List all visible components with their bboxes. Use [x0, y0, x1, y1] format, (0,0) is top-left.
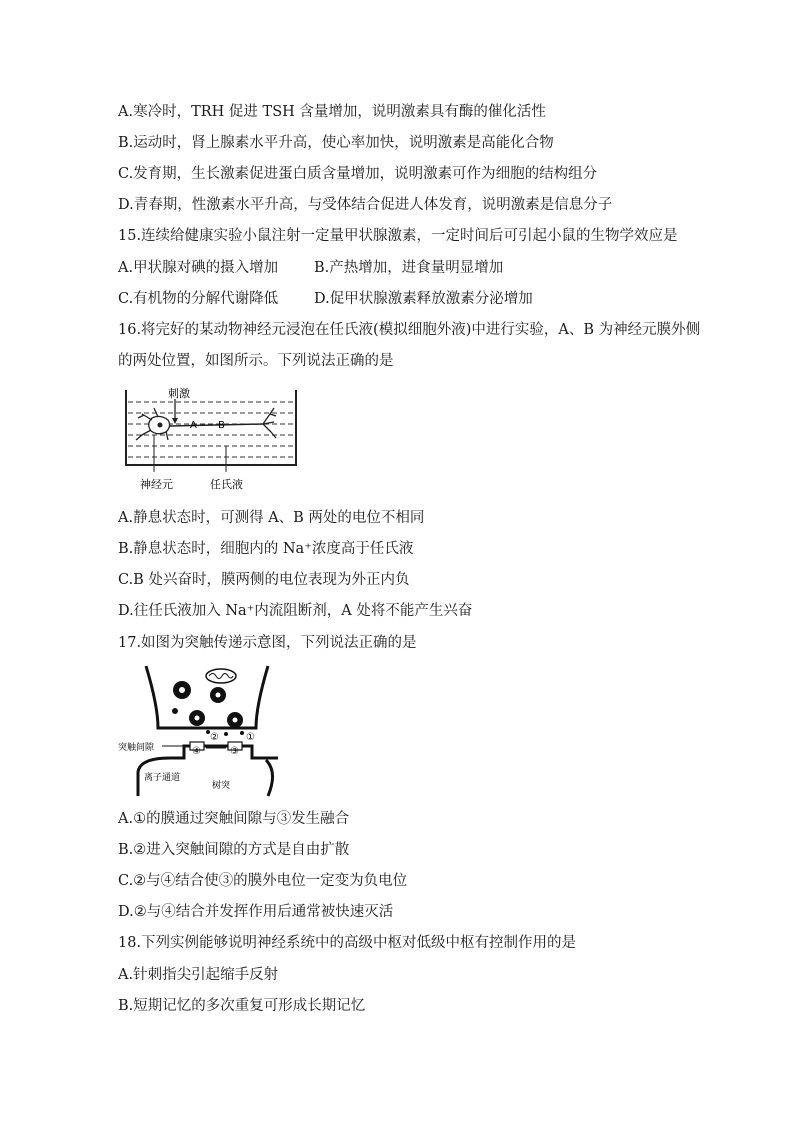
q15-option-b: B.产热增加，进食量明显增加: [314, 260, 504, 276]
marker-4: ④: [192, 746, 201, 757]
q16-stem-line2: 的两处位置，如图所示。下列说法正确的是: [118, 353, 394, 369]
point-b-label: B: [218, 420, 225, 431]
point-a-label: A: [190, 420, 197, 431]
postsynaptic-membrane: [138, 746, 278, 796]
q17-option-d: D.②与④结合并发挥作用后通常被快速灭活: [118, 904, 394, 920]
synaptic-vesicles: [172, 681, 243, 728]
q17-stem: 17.如图为突触传递示意图，下列说法正确的是: [118, 635, 417, 651]
mitochondrion: [206, 669, 236, 683]
stimulus-label: 刺激: [168, 387, 190, 400]
dendrite-label: 树突: [212, 781, 231, 791]
q17-option-a: A.①的膜通过突触间隙与③发生融合: [118, 811, 350, 827]
q15-option-a: A.甲状腺对碘的摄入增加: [118, 260, 279, 276]
q15-option-d: D.促甲状腺激素释放激素分泌增加: [314, 291, 533, 307]
q14-option-d: D.青春期，性激素水平升高，与受体结合促进人体发育，说明激素是信息分子: [118, 197, 613, 213]
q17-option-b: B.②进入突触间隙的方式是自由扩散: [118, 842, 350, 858]
q15-option-c: C.有机物的分解代谢降低: [118, 291, 279, 307]
cleft-label: 突触间隙: [118, 743, 155, 753]
q18-option-a: A.针刺指尖引起缩手反射: [118, 967, 279, 983]
neuron-figure: [118, 380, 303, 496]
q16-stem-line1: 16.将完好的某动物神经元浸泡在任氏液(模拟细胞外液)中进行实验，A、B 为神经元膜外侧: [118, 322, 701, 338]
q16-option-b: B.静息状态时，细胞内的 Na⁺浓度高于任氏液: [118, 541, 414, 557]
ion-channel-label: 离子通道: [144, 773, 181, 783]
marker-2: ②: [210, 732, 219, 743]
q14-option-a: A.寒冷时，TRH 促进 TSH 含量增加，说明激素具有酶的催化活性: [118, 104, 546, 120]
solution-label: 任氏液: [210, 478, 243, 491]
q17-option-c: C.②与④结合使③的膜外电位一定变为负电位: [118, 873, 408, 889]
neuron-label: 神经元: [140, 478, 173, 491]
q15-stem: 15.连续给健康实验小鼠注射一定量甲状腺激素，一定时间后可引起小鼠的生物学效应是: [118, 228, 678, 244]
q18-stem: 18.下列实例能够说明神经系统中的高级中枢对低级中枢有控制作用的是: [118, 935, 577, 951]
q14-option-b: B.运动时，肾上腺素水平升高，使心率加快，说明激素是高能化合物: [118, 135, 554, 151]
q18-option-b: B.短期记忆的多次重复可形成长期记忆: [118, 998, 366, 1014]
q16-option-d: D.往任氏液加入 Na⁺内流阻断剂，A 处将不能产生兴奋: [118, 603, 473, 619]
q16-option-a: A.静息状态时，可测得 A、B 两处的电位不相同: [118, 510, 425, 526]
marker-3: ③: [230, 746, 239, 757]
marker-1: ①: [246, 732, 255, 743]
synapse-figure: [118, 662, 278, 800]
q14-option-c: C.发育期，生长激素促进蛋白质含量增加，说明激素可作为细胞的结构组分: [118, 166, 598, 182]
q16-option-c: C.B 处兴奋时，膜两侧的电位表现为外正内负: [118, 572, 410, 588]
